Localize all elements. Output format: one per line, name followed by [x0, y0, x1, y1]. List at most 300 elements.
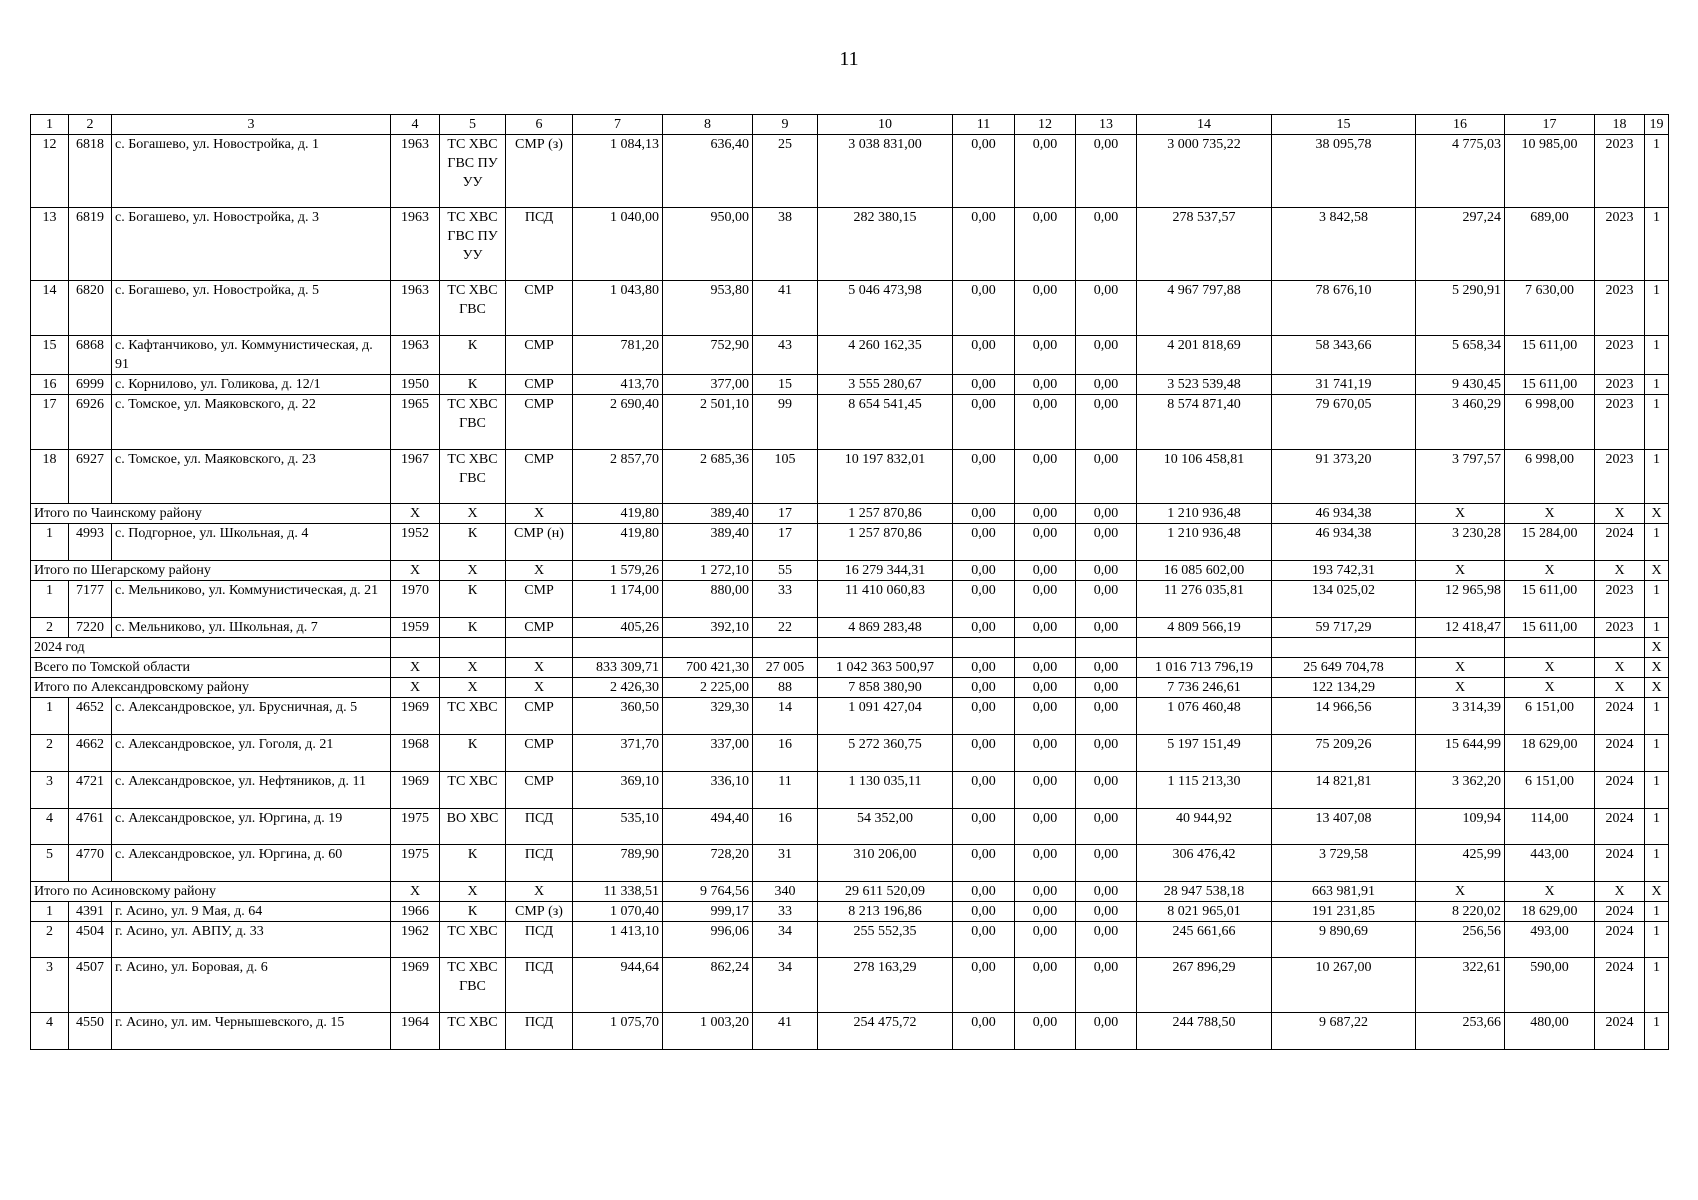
work-systems: ТС ХВС ГВС [440, 958, 506, 1013]
column-header: 15 [1272, 115, 1416, 135]
work-type: СМР [506, 375, 573, 395]
regional-funds: 0,00 [1015, 1013, 1076, 1050]
max-unit-cost: Х [1505, 678, 1595, 698]
column-header: 16 [1416, 115, 1505, 135]
municipal-funds: 0,00 [1076, 845, 1137, 882]
owner-funds: 8 021 965,01 [1137, 902, 1272, 922]
municipal-funds: 0,00 [1076, 958, 1137, 1013]
empty-cell [1137, 638, 1272, 658]
regional-funds: 0,00 [1015, 658, 1076, 678]
planned-year: 2023 [1595, 208, 1645, 281]
total-cost: 255 552,35 [818, 922, 953, 958]
unit-cost: 256,56 [1416, 922, 1505, 958]
max-unit-cost: 443,00 [1505, 845, 1595, 882]
subtotal-row [31, 504, 1669, 524]
row-number: 2 [31, 618, 69, 638]
table-row [31, 208, 1669, 281]
table-body [31, 115, 1669, 1050]
table-row [31, 809, 1669, 845]
column-header: 13 [1076, 115, 1137, 135]
work-type: Х [506, 678, 573, 698]
other-funds: 25 649 704,78 [1272, 658, 1416, 678]
stage: 1 [1645, 1013, 1669, 1050]
regional-funds: 0,00 [1015, 809, 1076, 845]
page-number: 11 [839, 48, 859, 70]
living-area: 752,90 [663, 336, 753, 375]
living-area: 636,40 [663, 135, 753, 208]
unit-cost: 297,24 [1416, 208, 1505, 281]
federal-funds: 0,00 [953, 922, 1015, 958]
row-number: 4 [31, 809, 69, 845]
living-area: 377,00 [663, 375, 753, 395]
residents: 55 [753, 561, 818, 581]
stage: 1 [1645, 336, 1669, 375]
total-cost: 11 410 060,83 [818, 581, 953, 618]
residents: 41 [753, 1013, 818, 1050]
subtotal-label: Итого по Шегарскому району [31, 561, 391, 581]
address: с. Богашево, ул. Новостройка, д. 5 [112, 281, 391, 336]
residents: 43 [753, 336, 818, 375]
stage: 1 [1645, 281, 1669, 336]
stage: Х [1645, 882, 1669, 902]
row-number: 1 [31, 902, 69, 922]
year-built: Х [391, 561, 440, 581]
total-cost: 254 475,72 [818, 1013, 953, 1050]
max-unit-cost: 6 998,00 [1505, 395, 1595, 450]
other-funds: 78 676,10 [1272, 281, 1416, 336]
federal-funds: 0,00 [953, 678, 1015, 698]
house-id: 6819 [69, 208, 112, 281]
unit-cost: 15 644,99 [1416, 735, 1505, 772]
max-unit-cost: 7 630,00 [1505, 281, 1595, 336]
empty-cell [391, 638, 440, 658]
total-area: 781,20 [573, 336, 663, 375]
year-built: Х [391, 504, 440, 524]
total-cost: 54 352,00 [818, 809, 953, 845]
total-area: 1 075,70 [573, 1013, 663, 1050]
empty-cell [1595, 638, 1645, 658]
work-systems: ТС ХВС ГВС [440, 450, 506, 504]
other-funds: 9 687,22 [1272, 1013, 1416, 1050]
work-systems: ТС ХВС ГВС ПУ УУ [440, 208, 506, 281]
work-systems: ТС ХВС [440, 698, 506, 735]
year-built: Х [391, 882, 440, 902]
row-number: 16 [31, 375, 69, 395]
regional-funds: 0,00 [1015, 135, 1076, 208]
other-funds: 3 729,58 [1272, 845, 1416, 882]
total-cost: 8 213 196,86 [818, 902, 953, 922]
house-id: 6927 [69, 450, 112, 504]
max-unit-cost: 6 151,00 [1505, 698, 1595, 735]
work-type: СМР [506, 450, 573, 504]
regional-funds: 0,00 [1015, 845, 1076, 882]
unit-cost: Х [1416, 561, 1505, 581]
planned-year: 2024 [1595, 524, 1645, 561]
owner-funds: 4 809 566,19 [1137, 618, 1272, 638]
owner-funds: 244 788,50 [1137, 1013, 1272, 1050]
total-cost: 1 091 427,04 [818, 698, 953, 735]
total-area: 1 043,80 [573, 281, 663, 336]
total-cost: 282 380,15 [818, 208, 953, 281]
unit-cost: 5 290,91 [1416, 281, 1505, 336]
other-funds: 191 231,85 [1272, 902, 1416, 922]
total-cost: 1 130 035,11 [818, 772, 953, 809]
total-area: 2 690,40 [573, 395, 663, 450]
total-area: 419,80 [573, 524, 663, 561]
year-built: 1966 [391, 902, 440, 922]
planned-year: 2024 [1595, 735, 1645, 772]
max-unit-cost: 10 985,00 [1505, 135, 1595, 208]
work-systems: ТС ХВС ГВС [440, 395, 506, 450]
row-number: 2 [31, 735, 69, 772]
living-area: 880,00 [663, 581, 753, 618]
owner-funds: 306 476,42 [1137, 845, 1272, 882]
house-id: 4391 [69, 902, 112, 922]
address: с. Томское, ул. Маяковского, д. 23 [112, 450, 391, 504]
house-id: 6926 [69, 395, 112, 450]
address: с. Богашево, ул. Новостройка, д. 3 [112, 208, 391, 281]
stage: Х [1645, 678, 1669, 698]
year-built: 1963 [391, 336, 440, 375]
table-row [31, 922, 1669, 958]
column-header: 11 [953, 115, 1015, 135]
house-id: 4761 [69, 809, 112, 845]
living-area: 494,40 [663, 809, 753, 845]
municipal-funds: 0,00 [1076, 735, 1137, 772]
work-systems: Х [440, 678, 506, 698]
living-area: 950,00 [663, 208, 753, 281]
federal-funds: 0,00 [953, 1013, 1015, 1050]
year-label: 2024 год [31, 638, 391, 658]
total-area: 1 070,40 [573, 902, 663, 922]
living-area: 329,30 [663, 698, 753, 735]
unit-cost: 3 314,39 [1416, 698, 1505, 735]
regional-funds: 0,00 [1015, 902, 1076, 922]
municipal-funds: 0,00 [1076, 208, 1137, 281]
year-built: 1970 [391, 581, 440, 618]
empty-cell [1272, 638, 1416, 658]
regional-funds: 0,00 [1015, 524, 1076, 561]
stage: 1 [1645, 208, 1669, 281]
federal-funds: 0,00 [953, 336, 1015, 375]
planned-year: 2023 [1595, 281, 1645, 336]
federal-funds: 0,00 [953, 658, 1015, 678]
regional-funds: 0,00 [1015, 698, 1076, 735]
municipal-funds: 0,00 [1076, 504, 1137, 524]
unit-cost: 425,99 [1416, 845, 1505, 882]
row-number: 14 [31, 281, 69, 336]
municipal-funds: 0,00 [1076, 561, 1137, 581]
year-built: 1952 [391, 524, 440, 561]
stage: 1 [1645, 902, 1669, 922]
stage: 1 [1645, 698, 1669, 735]
municipal-funds: 0,00 [1076, 375, 1137, 395]
table-row [31, 336, 1669, 375]
work-type: СМР (н) [506, 524, 573, 561]
max-unit-cost: Х [1505, 882, 1595, 902]
total-cost: 8 654 541,45 [818, 395, 953, 450]
planned-year: 2024 [1595, 1013, 1645, 1050]
planned-year: 2023 [1595, 135, 1645, 208]
work-type: СМР (з) [506, 135, 573, 208]
registry-table [30, 114, 1669, 1050]
empty-cell [440, 638, 506, 658]
regional-funds: 0,00 [1015, 618, 1076, 638]
municipal-funds: 0,00 [1076, 395, 1137, 450]
empty-cell [1505, 638, 1595, 658]
address: г. Асино, ул. Боровая, д. 6 [112, 958, 391, 1013]
unit-cost: 253,66 [1416, 1013, 1505, 1050]
planned-year: 2023 [1595, 450, 1645, 504]
living-area: 953,80 [663, 281, 753, 336]
municipal-funds: 0,00 [1076, 678, 1137, 698]
work-systems: ВО ХВС [440, 809, 506, 845]
max-unit-cost: 689,00 [1505, 208, 1595, 281]
federal-funds: 0,00 [953, 735, 1015, 772]
column-header: 9 [753, 115, 818, 135]
work-systems: ТС ХВС ГВС [440, 281, 506, 336]
residents: 41 [753, 281, 818, 336]
other-funds: 91 373,20 [1272, 450, 1416, 504]
stage: 1 [1645, 524, 1669, 561]
house-id: 4504 [69, 922, 112, 958]
other-funds: 14 821,81 [1272, 772, 1416, 809]
total-area: 535,10 [573, 809, 663, 845]
work-type: СМР [506, 735, 573, 772]
address: с. Мельниково, ул. Коммунистическая, д. 21 [112, 581, 391, 618]
year-built: 1965 [391, 395, 440, 450]
work-systems: К [440, 735, 506, 772]
row-number: 1 [31, 581, 69, 618]
column-header: 8 [663, 115, 753, 135]
owner-funds: 1 115 213,30 [1137, 772, 1272, 809]
other-funds: 31 741,19 [1272, 375, 1416, 395]
address: с. Александровское, ул. Юргина, д. 60 [112, 845, 391, 882]
address: с. Александровское, ул. Гоголя, д. 21 [112, 735, 391, 772]
living-area: 337,00 [663, 735, 753, 772]
work-type: СМР [506, 281, 573, 336]
year-built: Х [391, 658, 440, 678]
row-number: 17 [31, 395, 69, 450]
regional-funds: 0,00 [1015, 958, 1076, 1013]
empty-cell [818, 638, 953, 658]
row-number: 13 [31, 208, 69, 281]
living-area: 2 225,00 [663, 678, 753, 698]
unit-cost: Х [1416, 658, 1505, 678]
empty-cell [1076, 638, 1137, 658]
stage: 1 [1645, 581, 1669, 618]
work-systems: Х [440, 561, 506, 581]
regional-funds: 0,00 [1015, 581, 1076, 618]
table-row [31, 1013, 1669, 1050]
total-area: 833 309,71 [573, 658, 663, 678]
municipal-funds: 0,00 [1076, 336, 1137, 375]
regional-funds: 0,00 [1015, 772, 1076, 809]
planned-year: Х [1595, 658, 1645, 678]
unit-cost: 12 965,98 [1416, 581, 1505, 618]
total-area: 2 426,30 [573, 678, 663, 698]
municipal-funds: 0,00 [1076, 809, 1137, 845]
year-built: 1975 [391, 809, 440, 845]
federal-funds: 0,00 [953, 281, 1015, 336]
max-unit-cost: 15 284,00 [1505, 524, 1595, 561]
regional-funds: 0,00 [1015, 395, 1076, 450]
residents: 34 [753, 922, 818, 958]
work-type: СМР [506, 336, 573, 375]
subtotal-label: Итого по Александровскому району [31, 678, 391, 698]
regional-funds: 0,00 [1015, 281, 1076, 336]
table-row [31, 902, 1669, 922]
planned-year: Х [1595, 561, 1645, 581]
total-area: 2 857,70 [573, 450, 663, 504]
stage: 1 [1645, 735, 1669, 772]
other-funds: 10 267,00 [1272, 958, 1416, 1013]
work-type: СМР [506, 581, 573, 618]
planned-year: 2023 [1595, 581, 1645, 618]
residents: 99 [753, 395, 818, 450]
total-area: 1 040,00 [573, 208, 663, 281]
planned-year: 2024 [1595, 772, 1645, 809]
address: с. Кафтанчиково, ул. Коммунистическая, д. 91 [112, 336, 391, 375]
total-cost: 5 272 360,75 [818, 735, 953, 772]
federal-funds: 0,00 [953, 450, 1015, 504]
work-systems: ТС ХВС [440, 922, 506, 958]
total-cost: 1 257 870,86 [818, 504, 953, 524]
subtotal-label: Итого по Чаинскому району [31, 504, 391, 524]
max-unit-cost: 15 611,00 [1505, 375, 1595, 395]
stage: 1 [1645, 809, 1669, 845]
planned-year: Х [1595, 504, 1645, 524]
unit-cost: 3 797,57 [1416, 450, 1505, 504]
year-built: 1969 [391, 698, 440, 735]
total-cost: 29 611 520,09 [818, 882, 953, 902]
owner-funds: 1 210 936,48 [1137, 524, 1272, 561]
municipal-funds: 0,00 [1076, 698, 1137, 735]
table-row [31, 735, 1669, 772]
house-id: 4770 [69, 845, 112, 882]
federal-funds: 0,00 [953, 395, 1015, 450]
other-funds: 193 742,31 [1272, 561, 1416, 581]
work-systems: К [440, 336, 506, 375]
municipal-funds: 0,00 [1076, 135, 1137, 208]
table-row [31, 698, 1669, 735]
municipal-funds: 0,00 [1076, 450, 1137, 504]
residents: 16 [753, 735, 818, 772]
house-id: 4993 [69, 524, 112, 561]
regional-funds: 0,00 [1015, 922, 1076, 958]
column-header: 6 [506, 115, 573, 135]
house-id: 4550 [69, 1013, 112, 1050]
table-row [31, 375, 1669, 395]
total-cost: 1 257 870,86 [818, 524, 953, 561]
house-id: 4662 [69, 735, 112, 772]
column-header: 17 [1505, 115, 1595, 135]
unit-cost: 3 362,20 [1416, 772, 1505, 809]
living-area: 996,06 [663, 922, 753, 958]
work-type: ПСД [506, 958, 573, 1013]
year-built: 1969 [391, 772, 440, 809]
stage: Х [1645, 561, 1669, 581]
regional-funds: 0,00 [1015, 561, 1076, 581]
row-number: 3 [31, 958, 69, 1013]
residents: 31 [753, 845, 818, 882]
stage: 1 [1645, 772, 1669, 809]
regional-funds: 0,00 [1015, 882, 1076, 902]
work-type: ПСД [506, 922, 573, 958]
row-number: 15 [31, 336, 69, 375]
unit-cost: 8 220,02 [1416, 902, 1505, 922]
federal-funds: 0,00 [953, 882, 1015, 902]
table-row [31, 524, 1669, 561]
total-cost: 1 042 363 500,97 [818, 658, 953, 678]
municipal-funds: 0,00 [1076, 524, 1137, 561]
max-unit-cost: Х [1505, 561, 1595, 581]
federal-funds: 0,00 [953, 809, 1015, 845]
table-row [31, 772, 1669, 809]
max-unit-cost: 6 998,00 [1505, 450, 1595, 504]
total-cost: 310 206,00 [818, 845, 953, 882]
federal-funds: 0,00 [953, 524, 1015, 561]
table-row [31, 958, 1669, 1013]
table-row [31, 135, 1669, 208]
regional-funds: 0,00 [1015, 375, 1076, 395]
max-unit-cost: Х [1505, 658, 1595, 678]
max-unit-cost: 15 611,00 [1505, 618, 1595, 638]
year-built: 1969 [391, 958, 440, 1013]
column-header: 3 [112, 115, 391, 135]
residents: 17 [753, 504, 818, 524]
owner-funds: 1 076 460,48 [1137, 698, 1272, 735]
address: г. Асино, ул. АВПУ, д. 33 [112, 922, 391, 958]
work-systems: ТС ХВС [440, 772, 506, 809]
owner-funds: 8 574 871,40 [1137, 395, 1272, 450]
living-area: 389,40 [663, 524, 753, 561]
total-area: 371,70 [573, 735, 663, 772]
other-funds: 59 717,29 [1272, 618, 1416, 638]
stage: 1 [1645, 618, 1669, 638]
living-area: 999,17 [663, 902, 753, 922]
residents: 34 [753, 958, 818, 1013]
owner-funds: 10 106 458,81 [1137, 450, 1272, 504]
residents: 88 [753, 678, 818, 698]
subtotal-label: Всего по Томской области [31, 658, 391, 678]
municipal-funds: 0,00 [1076, 772, 1137, 809]
address: с. Корнилово, ул. Голикова, д. 12/1 [112, 375, 391, 395]
year-header-row [31, 638, 1669, 658]
row-number: 1 [31, 698, 69, 735]
living-area: 1 272,10 [663, 561, 753, 581]
house-id: 7220 [69, 618, 112, 638]
owner-funds: 1 016 713 796,19 [1137, 658, 1272, 678]
address: с. Богашево, ул. Новостройка, д. 1 [112, 135, 391, 208]
unit-cost: Х [1416, 882, 1505, 902]
work-type: ПСД [506, 809, 573, 845]
planned-year: Х [1595, 882, 1645, 902]
work-systems: Х [440, 658, 506, 678]
residents: 15 [753, 375, 818, 395]
subtotal-row [31, 678, 1669, 698]
other-funds: 122 134,29 [1272, 678, 1416, 698]
federal-funds: 0,00 [953, 902, 1015, 922]
total-area: 944,64 [573, 958, 663, 1013]
unit-cost: 4 775,03 [1416, 135, 1505, 208]
living-area: 336,10 [663, 772, 753, 809]
stage: 1 [1645, 958, 1669, 1013]
row-number: 1 [31, 524, 69, 561]
work-systems: Х [440, 882, 506, 902]
column-header: 1 [31, 115, 69, 135]
living-area: 1 003,20 [663, 1013, 753, 1050]
